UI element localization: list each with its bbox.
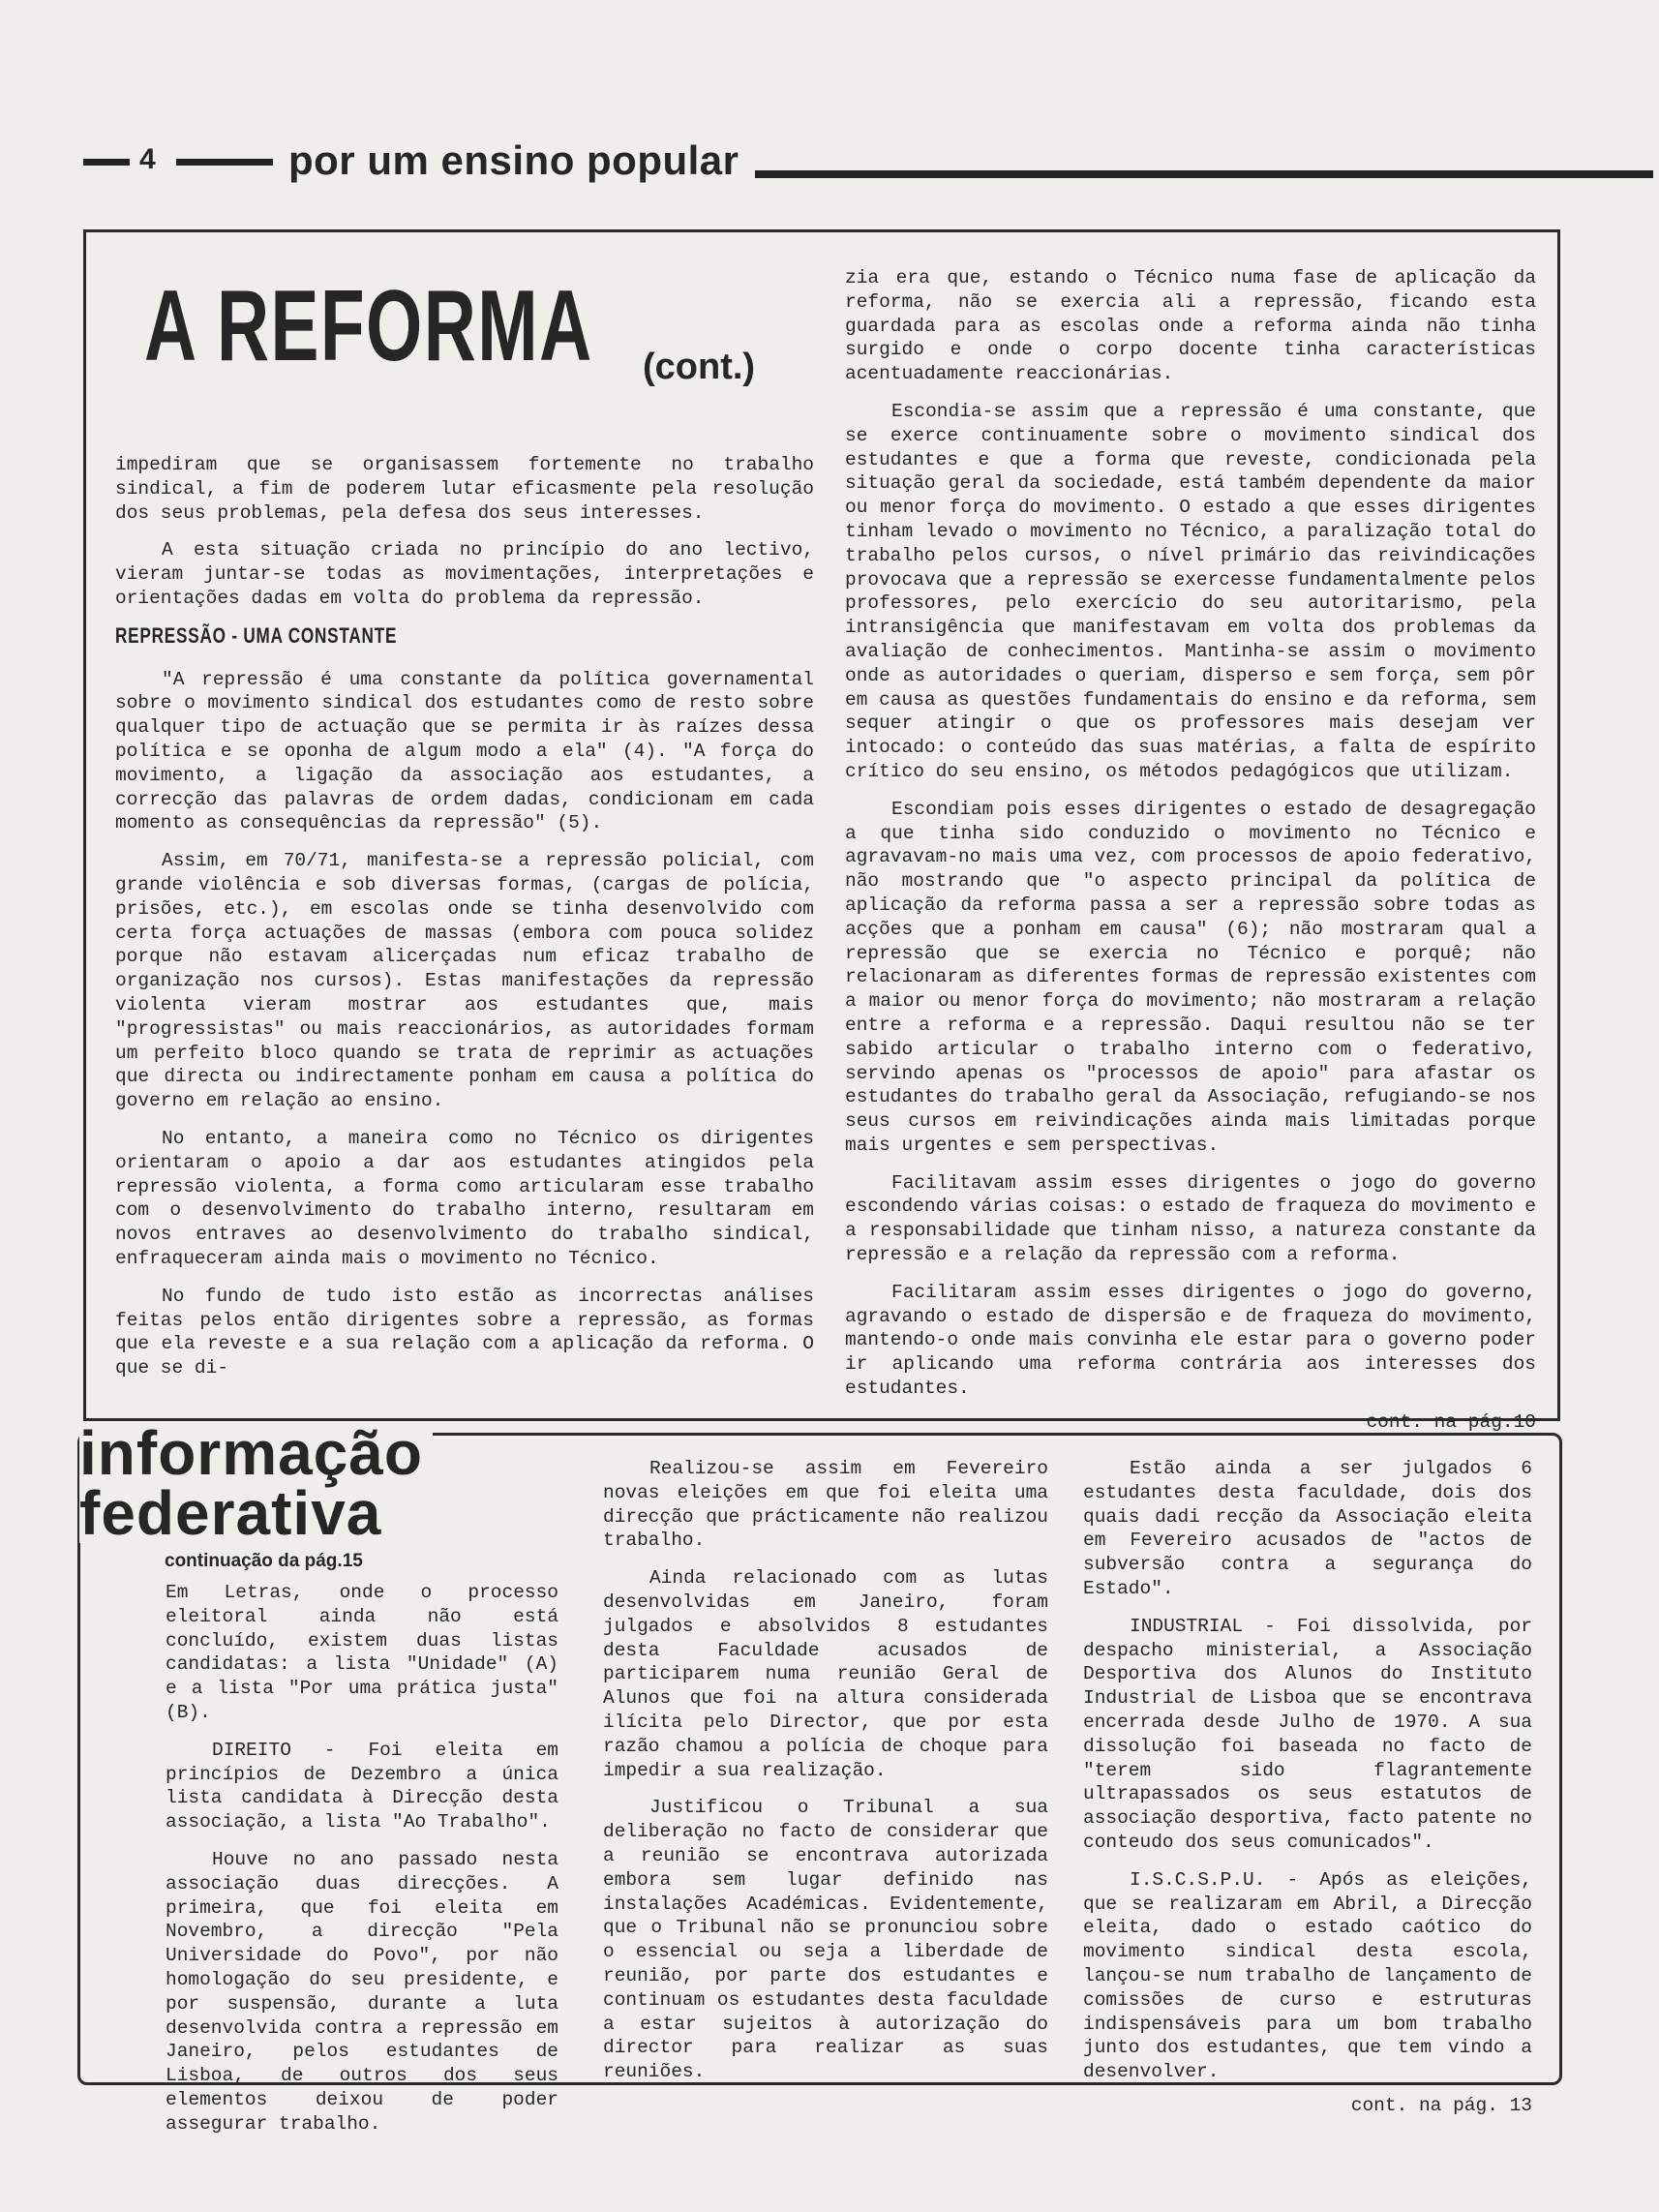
paragraph: Justificou o Tribunal a sua deliberação no facto de considerar que a reunião se encontrava autorizada embora sem lugar definido nas instalações Académicas. Evidentemente, que o Tribunal não se pronunciou sobre o essencial ou seja a liberdade de reunião, por parte dos estudantes e continuam os estudantes desta faculdade a estar sujeitos à autorização do director para realizar as suas reuniões. bbox=[603, 1797, 1048, 2083]
paragraph: INDUSTRIAL - Foi dissolvida, por despacho ministerial, a Associação Desportiva dos Alunos do Instituto Industrial de Lisboa que se encontrava encerrada desde Julho de 1970. A sua dissolução foi baseada no facto de "terem sido flagrantemente ultrapassados os seus estatutos de associação desportiva, facto patente no conteudo dos seus comunicados". bbox=[1083, 1615, 1532, 1853]
paragraph: No entanto, a maneira como no Técnico os dirigentes orientaram o apoio a dar aos estudantes atingidos pela repressão violenta, a forma como articularam esse trabalho com o desenvolvimento do trabalho interno, resultaram em novos entraves ao desenvolvimento do trabalho sindical, enfraqueceram ainda mais o movimento no Técnico. bbox=[115, 1127, 814, 1269]
paragraph: "A repressão é uma constante da política governamental sobre o movimento sindical dos estudantes como de resto sobre qualquer tipo de actuação que se permita ir às raízes dessa política e se oponha de algum modo a ela" (4). "A força do movimento, a ligação da associação aos estudantes, a correcção das palavras de ordem dadas, condicionam em cada momento as consequências da repressão" (5). bbox=[115, 668, 814, 834]
continued-note: cont. na pág. 13 bbox=[1350, 2094, 1532, 2116]
info-column-1 bbox=[166, 1581, 558, 2150]
paragraph: Ainda relacionado com as lutas desenvolvidas em Janeiro, foram julgados e absolvidos 8 estudantes desta Faculdade acusados de participarem numa reunião Geral de Alunos que foi na altura considerada ilícita pelo Director, que por esta razão chamou a polícia de choque para impedir a sua realização. bbox=[603, 1567, 1048, 1781]
masthead-rule-middle bbox=[176, 159, 273, 166]
article-title-suffix: (cont.) bbox=[643, 347, 756, 387]
paragraph: Em Letras, onde o processo eleitoral ainda não está concluído, existem duas listas candidatas: a lista "Unidade" (A) e a lista "Por uma prática justa" (B). bbox=[166, 1582, 558, 1723]
paragraph: impediram que se organisassem fortemente no trabalho sindical, a fim de poderem lutar eficasmente pela resolução dos seus problemas, pela defesa dos seus interesses. bbox=[115, 454, 814, 524]
paragraph: Escondia-se assim que a repressão é uma constante, que se exerce continuamente sobre o movimento sindical dos estudantes e que a forma que reveste, condicionada pela situação geral da sociedade, está também dependente da maior ou menor força do movimento. O estado a que esses dirigentes tinham levado o movimento no Técnico, a paralização total do trabalho pelos cursos, o nível primário das reivindicações provocava que a repressão se exercesse fundamentalmente pelos professores, pelo exercício do seu autoritarismo, pela intransigência que manifestavam em volta dos problemas da avaliação de conhecimentos. Mantinha-se assim o movimento onde as autoridades o queriam, disperso e sem força, sem pôr em causa as questões fundamentais do ensino e da reforma, sem sequer atingir o que os professores mais desejam ver intocado: o conteúdo das suas matérias, a falta de espírito crítico do seu ensino, os métodos pedagógicos que utilizam. bbox=[845, 400, 1536, 782]
paragraph: DIREITO - Foi eleita em princípios de Dezembro a única lista candidata à Direcção desta associação, a lista "Ao Trabalho". bbox=[166, 1739, 558, 1833]
info-title-line-2: federativa bbox=[79, 1478, 382, 1548]
info-column-2 bbox=[603, 1457, 1048, 2098]
continued-note: cont. na pág.10 bbox=[1366, 1410, 1536, 1433]
article-column-1 bbox=[115, 453, 814, 1394]
publication-title: por um ensino popular bbox=[288, 137, 739, 183]
paragraph: Assim, em 70/71, manifesta-se a repressão policial, com grande violência e sob diversas formas, (cargas de polícia, prisões, etc.), em escolas onde se tinha desenvolvido com certa força actuações de massas (embora com pouca solidez porque não estavam alicerçadas num eficaz trabalho de organização nos cursos). Estas manifestações da repressão violenta vieram mostrar aos estudantes que, mais "progressistas" ou mais reaccionários, as autoridades formam um perfeito bloco quando se trata de reprimir as actuações que directa ou indirectamente ponham em causa a política do governo em relação ao ensino. bbox=[115, 850, 814, 1112]
article-reforma-box bbox=[83, 229, 1560, 1433]
paragraph: Facilitavam assim esses dirigentes o jogo do governo escondendo várias coisas: o estado de fraqueza do movimento e a responsabilidade que tinham nisso, a natureza constante da repressão e a relação da repressão com a reforma. bbox=[845, 1171, 1536, 1266]
info-subtitle: continuação da pág.15 bbox=[165, 1551, 363, 1571]
paragraph: A esta situação criada no princípio do ano lectivo, vieram juntar-se todas as movimentações, interpretações e orientações dadas em volta do problema da repressão. bbox=[115, 539, 814, 609]
info-column-3 bbox=[1083, 1457, 1532, 2118]
page-number: 4 bbox=[139, 143, 156, 175]
info-title-line-1: informação bbox=[79, 1418, 423, 1488]
paragraph: I.S.C.S.P.U. - Após as eleições, que se realizaram em Abril, a Direcção eleita, dado o estado caótico do movimento sindical desta escola, lançou-se num trabalho de lançamento de comissões de curso e estruturas indispensáveis para um bom trabalho junto dos estudantes, que tem vindo a desenvolver. bbox=[1083, 1868, 1532, 2083]
article-column-2 bbox=[845, 266, 1536, 1435]
paragraph: zia era que, estando o Técnico numa fase de aplicação da reforma, não se exercia ali a repressão, ficando esta guardada para as escolas onde a reforma ainda não tinha surgido e onde o corpo docente tinha características acentuadamente reaccionárias. bbox=[845, 267, 1536, 385]
paragraph: Realizou-se assim em Fevereiro novas eleições em que foi eleita uma direcção que prácticamente não realizou trabalho. bbox=[603, 1458, 1048, 1552]
paragraph: No fundo de tudo isto estão as incorrectas análises feitas pelos então dirigentes sobre a repressão, as formas que ela reveste e a sua relação com a aplicação da reforma. O que se di- bbox=[115, 1285, 814, 1379]
paragraph: Facilitaram assim esses dirigentes o jogo do governo, agravando o estado de dispersão e de fraqueza do movimento, mantendo-o onde mais convinha ele estar para o governo poder ir aplicando uma reforma contrária aos interesses dos estudantes. bbox=[845, 1281, 1536, 1400]
masthead bbox=[83, 137, 1574, 186]
paragraph: Escondiam pois esses dirigentes o estado de desagregação a que tinha sido conduzido o movimento no Técnico e agravavam-no mais uma vez, com processos de apoio federativo, não mostrando que "o aspecto principal da política de aplicação da reforma passa a ser a repressão sobre todas as acções que a ponham em causa" (6); não mostraram qual a repressão que se exercia no Técnico e porquê; não relacionaram as diferentes formas de repressão existentes com a maior ou menor força do movimento; não mostraram a relação entre a reforma e a repressão. Daqui resultou não se ter sabido articular o trabalho interno com o federativo, servindo apenas os "processos de apoio" para afastar os estudantes do trabalho geral da Associação, refugiando-se nos seus cursos em reivindicações ainda mais limitadas porque mais urgentes e sem perspectivas. bbox=[845, 798, 1536, 1156]
paragraph: Estão ainda a ser julgados 6 estudantes desta faculdade, dois dos quais dadi recção da Associação eleita em Fevereiro acusados de "actos de subversão contra a segurança do Estado". bbox=[1083, 1458, 1532, 1599]
info-section-title bbox=[79, 1418, 433, 1548]
masthead-rule-right bbox=[755, 170, 1653, 178]
masthead-rule-left bbox=[83, 159, 130, 166]
article-title: A REFORMA bbox=[144, 270, 593, 382]
section-subheading: REPRESSÃO - UMA CONSTANTE bbox=[115, 622, 398, 648]
paragraph: Houve no ano passado nesta associação duas direcções. A primeira, que foi eleita em Novembro, a direcção "Pela Universidade do Povo", por não homologação do seu presidente, e por suspensão, durante a luta desenvolvida contra a repressão em Janeiro, pelos estudantes de Lisboa, de outros dos seus elementos deixou de poder assegurar trabalho. bbox=[166, 1848, 558, 2135]
